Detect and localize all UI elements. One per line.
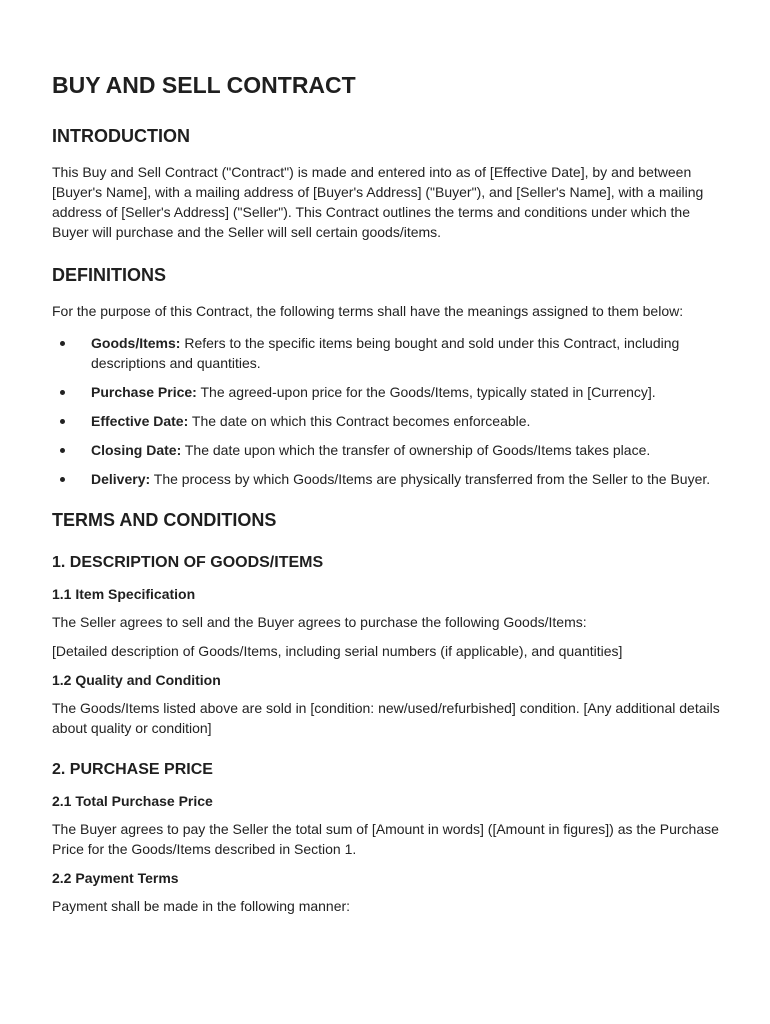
introduction-heading: INTRODUCTION — [52, 126, 190, 146]
bullet-icon — [60, 341, 65, 346]
definition-term: Effective Date: — [91, 413, 189, 429]
section-1-heading: 1. DESCRIPTION OF GOODS/ITEMS — [52, 554, 324, 571]
list-item — [52, 333, 724, 373]
definition-text: The agreed-upon price for the Goods/Items, typically stated in [Currency]. — [196, 384, 656, 400]
terms-section — [52, 508, 724, 916]
subsection-2-2-heading: 2.2 Payment Terms — [52, 870, 179, 886]
definition-text: The date upon which the transfer of ownership of Goods/Items takes place. — [181, 442, 651, 458]
bullet-icon — [60, 448, 65, 453]
document-title: BUY AND SELL CONTRACT — [52, 72, 356, 98]
subsection-2-2-paragraph: Payment shall be made in the following manner: — [52, 898, 351, 914]
list-item — [52, 469, 724, 489]
subsection-1-1-description: [Detailed description of Goods/Items, including serial numbers (if applicable), and quantities] — [52, 643, 623, 659]
bullet-icon — [60, 390, 65, 395]
bullet-icon — [60, 419, 65, 424]
list-item — [52, 411, 724, 431]
contract-document — [52, 70, 724, 925]
definition-term: Closing Date: — [91, 442, 182, 458]
definition-text: The date on which this Contract becomes enforceable. — [188, 413, 531, 429]
definitions-intro: For the purpose of this Contract, the following terms shall have the meanings assigned to them below: — [52, 303, 684, 319]
subsection-1-2-paragraph: The Goods/Items listed above are sold in [condition: new/used/refurbished] condition. [Any additional details about quality or condition] — [52, 700, 720, 736]
definition-term: Delivery: — [91, 471, 151, 487]
definition-text: Refers to the specific items being bought and sold under this Contract, including descriptions and quantities. — [91, 335, 680, 371]
introduction-paragraph: This Buy and Sell Contract ("Contract") is made and entered into as of [Effective Date], by and between [Buyer's Name], with a mailing address of [Buyer's Address] ("Buyer"), and [Seller's Name], with a mailing address of [Seller's Address] ("Seller"). This Contract outlines the terms and conditions under which the Buyer will purchase and the Seller will sell certain goods/items. — [52, 164, 704, 240]
subsection-2-1-paragraph: The Buyer agrees to pay the Seller the total sum of [Amount in words] ([Amount in figures]) as the Purchase Price for the Goods/Items described in Section 1. — [52, 821, 719, 857]
subsection-2-1-heading: 2.1 Total Purchase Price — [52, 793, 213, 809]
list-item — [52, 382, 724, 402]
introduction-section — [52, 124, 724, 242]
definition-term: Purchase Price: — [91, 384, 197, 400]
section-1 — [52, 552, 724, 738]
bullet-icon — [60, 477, 65, 482]
subsection-1-2-heading: 1.2 Quality and Condition — [52, 672, 221, 688]
subsection-1-1-paragraph: The Seller agrees to sell and the Buyer agrees to purchase the following Goods/Items: — [52, 614, 587, 630]
list-item — [52, 440, 724, 460]
section-2-heading: 2. PURCHASE PRICE — [52, 761, 213, 778]
section-2 — [52, 759, 724, 916]
definition-term: Goods/Items: — [91, 335, 181, 351]
subsection-1-1-heading: 1.1 Item Specification — [52, 586, 196, 602]
definition-text: The process by which Goods/Items are physically transferred from the Seller to the Buyer. — [150, 471, 711, 487]
terms-heading: TERMS AND CONDITIONS — [52, 510, 277, 530]
definitions-section — [52, 263, 724, 489]
definitions-list — [52, 333, 724, 489]
definitions-heading: DEFINITIONS — [52, 265, 167, 285]
